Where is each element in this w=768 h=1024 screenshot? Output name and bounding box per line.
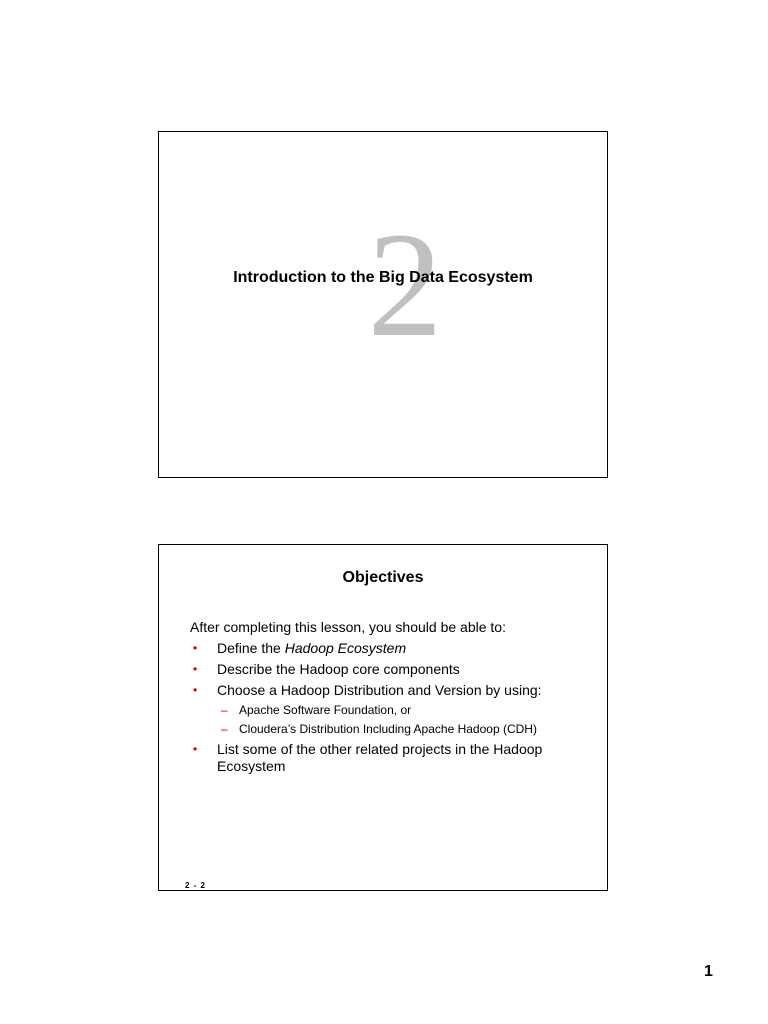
chapter-number: 2 <box>367 202 443 368</box>
slide-number: 2 - 2 <box>185 881 207 890</box>
bullet-icon: • <box>193 683 198 697</box>
objective-sub-text: Cloudera’s Distribution Including Apache Hadoop (CDH) <box>239 722 537 736</box>
objectives-slide <box>158 544 608 891</box>
objective-text: Describe the Hadoop core components <box>217 661 460 677</box>
chapter-title: Introduction to the Big Data Ecosystem <box>233 269 533 286</box>
objectives-intro: After completing this lesson, you should be able to: <box>190 619 506 635</box>
page-number: 1 <box>704 963 713 980</box>
objective-sub-item <box>217 721 591 737</box>
objective-sub-list <box>217 702 591 737</box>
objective-item <box>191 682 591 737</box>
objective-item <box>191 640 591 657</box>
objectives-list <box>191 640 591 779</box>
dash-icon: – <box>221 722 228 736</box>
objective-sub-text: Apache Software Foundation, or <box>239 703 412 717</box>
dash-icon: – <box>221 703 228 717</box>
objectives-title: Objectives <box>342 569 424 586</box>
bullet-icon: • <box>193 641 198 655</box>
objective-text: Define the <box>217 640 285 656</box>
bullet-icon: • <box>193 742 198 756</box>
objective-item <box>191 741 591 775</box>
objective-sub-item <box>217 702 591 718</box>
title-slide <box>158 131 608 478</box>
objective-emphasis: Hadoop Ecosystem <box>284 640 407 656</box>
objective-text: Choose a Hadoop Distribution and Version by using: <box>217 682 542 698</box>
objective-text: List some of the other related projects in the Hadoop Ecosystem <box>217 741 543 774</box>
bullet-icon: • <box>193 662 198 676</box>
objective-item <box>191 661 591 678</box>
